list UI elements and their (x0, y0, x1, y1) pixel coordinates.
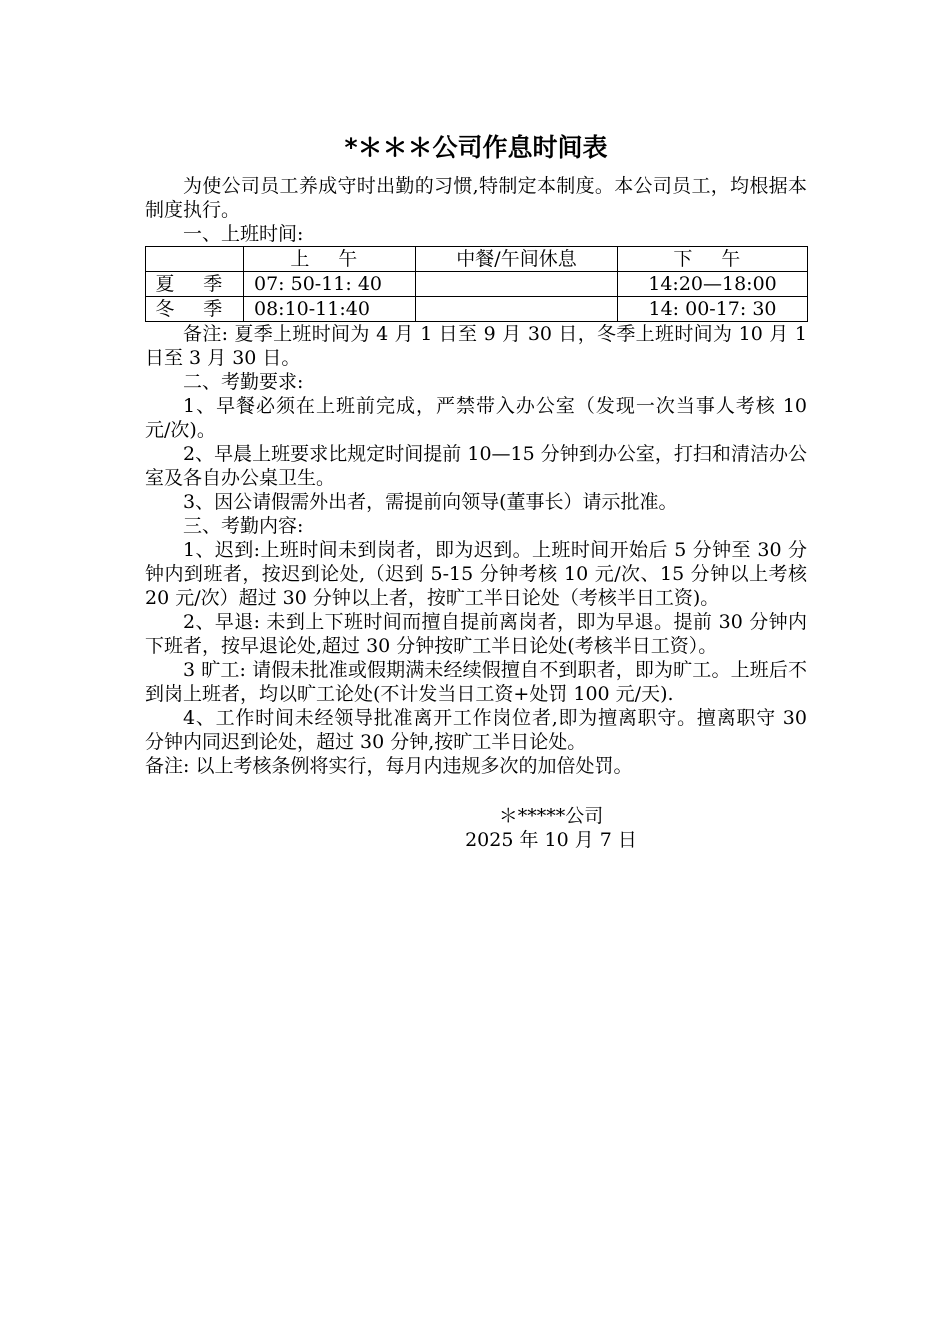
pm-time-cell: 14: 00-17: 30 (618, 297, 808, 322)
table-header-cell: 下 午 (618, 247, 808, 272)
requirement-item: 3、因公请假需外出者，需提前向领导(董事长）请示批准。 (183, 491, 678, 513)
lunch-cell (416, 272, 618, 297)
signature-date: 2025 年 10 月 7 日 (465, 829, 637, 851)
section-heading-attendance-requirements: 二、考勤要求: (183, 371, 304, 393)
season-note: 备注: 夏季上班时间为 4 月 1 日至 9 月 30 日，冬季上班时间为 10 月 1 日至 3 月 30 日。 (145, 323, 807, 369)
table-header-cell: 中餐/午间休息 (416, 247, 618, 272)
signature-company: ＊*****公司 (498, 805, 604, 827)
requirement-item: 1、早餐必须在上班前完成，严禁带入办公室（发现一次当事人考核 10 元/次)。 (145, 395, 807, 441)
section-heading-attendance-content: 三、考勤内容: (183, 515, 304, 537)
section-heading-work-hours: 一、上班时间: (183, 223, 304, 245)
document-title: *＊＊＊公司作息时间表 (344, 133, 608, 162)
document-page (145, 130, 807, 852)
table-header-row (146, 247, 808, 272)
am-time-cell: 07: 50-11: 40 (244, 272, 416, 297)
table-row (146, 297, 808, 322)
season-cell: 冬 季 (146, 297, 244, 322)
pm-time-cell: 14:20—18:00 (618, 272, 808, 297)
table-header-cell (146, 247, 244, 272)
intro-paragraph: 为使公司员工养成守时出勤的习惯,特制定本制度。本公司员工，均根据本制度执行。 (145, 175, 807, 221)
rule-item-absence: 3 旷工: 请假未批准或假期满未经续假擅自不到职者，即为旷工。上班后不到岗上班者，均以旷工论处(不计发当日工资+处罚 100 元/天). (145, 659, 807, 705)
lunch-cell (416, 297, 618, 322)
rule-item-early-leave: 2、早退: 未到上下班时间而擅自提前离岗者，即为早退。提前 30 分钟内下班者，按早退论处,超过 30 分钟按旷工半日论处(考核半日工资）。 (145, 611, 807, 657)
rule-item-leaving-post: 4、工作时间未经领导批准离开工作岗位者,即为擅离职守。擅离职守 30 分钟内同迟到论处，超过 30 分钟,按旷工半日论处。 (145, 707, 807, 753)
rule-item-late: 1、迟到:上班时间未到岗者，即为迟到。上班时间开始后 5 分钟至 30 分钟内到班者，按迟到论处,（迟到 5-15 分钟考核 10 元/次、15 分钟以上考核 20 元/次）超过 30 分钟以上者，按旷工半日论处（考核半日工资)。 (145, 539, 807, 609)
signature-block (145, 804, 807, 852)
penalty-note: 备注: 以上考核条例将实行，每月内违规多次的加倍处罚。 (145, 755, 633, 777)
am-time-cell: 08:10-11:40 (244, 297, 416, 322)
table-header-cell: 上 午 (244, 247, 416, 272)
schedule-table (145, 246, 808, 322)
requirement-item: 2、早晨上班要求比规定时间提前 10—15 分钟到办公室，打扫和清洁办公室及各自办公桌卫生。 (145, 443, 807, 489)
table-row (146, 272, 808, 297)
season-cell: 夏 季 (146, 272, 244, 297)
